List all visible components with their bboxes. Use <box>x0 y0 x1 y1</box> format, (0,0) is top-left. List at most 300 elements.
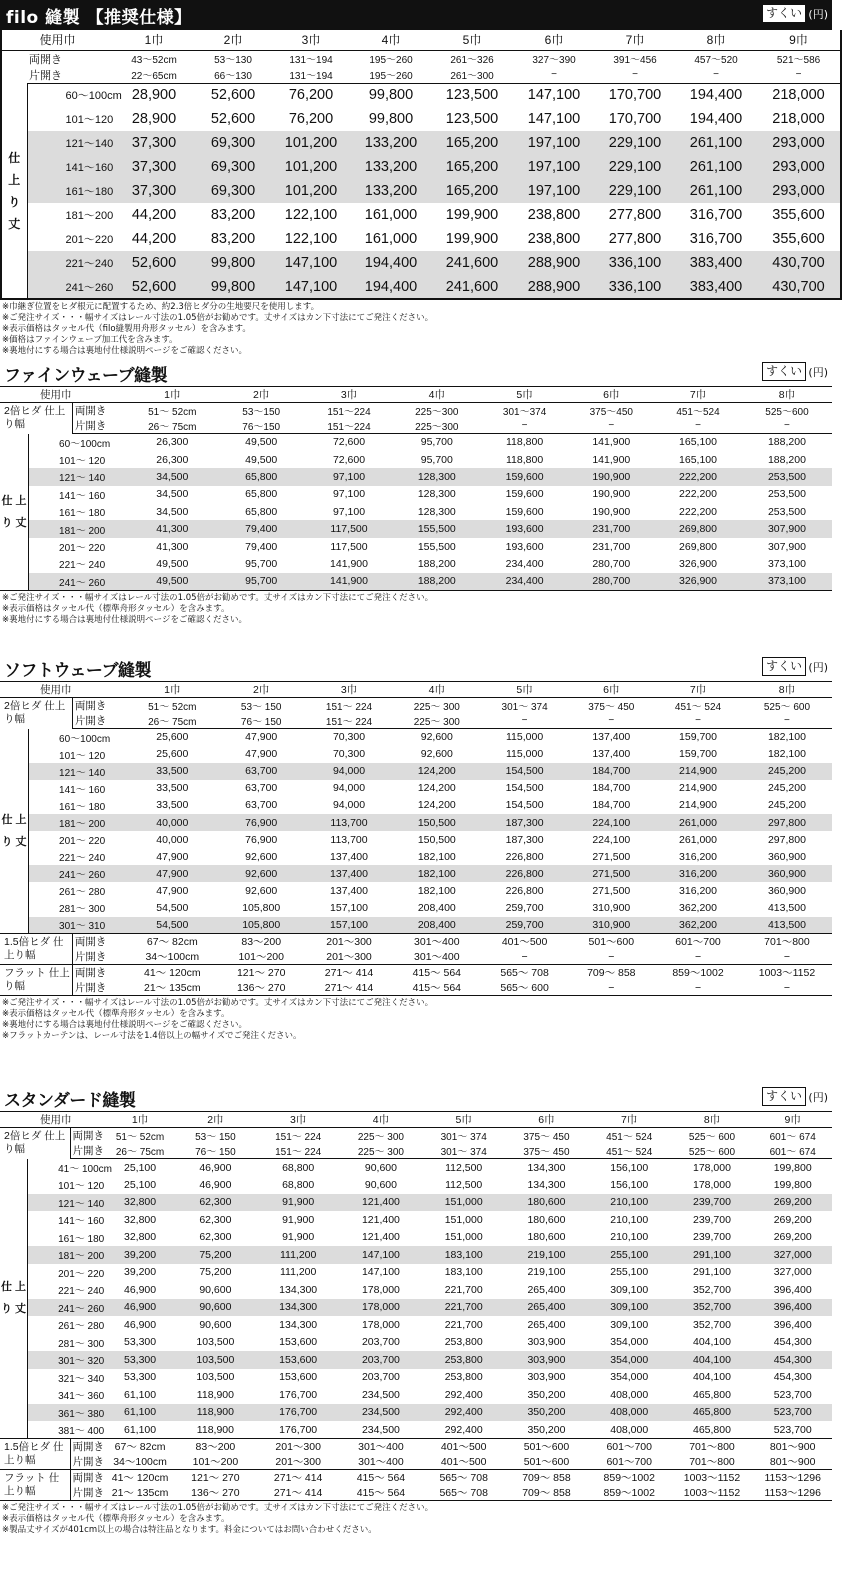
price-cell: 261,000 <box>654 814 742 831</box>
range-cell: 121〜 270 <box>174 1470 257 1486</box>
price-cell: 159,600 <box>481 468 569 485</box>
range-cell: 51〜 52cm <box>148 407 197 418</box>
range-cell: 401〜500 <box>440 1456 487 1468</box>
price-cell: 34,500 <box>156 488 189 501</box>
price-cell: 154,500 <box>481 763 569 780</box>
price-cell: 94,000 <box>305 763 393 780</box>
price-cell: 176,700 <box>279 1388 318 1401</box>
price-cell: 76,900 <box>217 814 305 831</box>
unit-label: (円) <box>808 1091 828 1104</box>
price-row <box>0 573 832 590</box>
price-cell: 454,300 <box>773 1336 812 1349</box>
footnote: ※ご発注サイズ・・・幅サイズはレール寸法の1.05倍がお勧めです。丈サイズはカン下寸法にてご発注ください。 <box>2 313 434 323</box>
length-range-label: 101〜120 <box>65 114 114 126</box>
length-range-label: 221〜 240 <box>59 560 106 572</box>
price-cell: 309,100 <box>588 1299 671 1317</box>
price-cell: 156,100 <box>610 1161 649 1174</box>
price-cell: 49,500 <box>245 436 278 449</box>
price-cell: 190,900 <box>592 505 631 518</box>
price-row <box>0 555 832 572</box>
header-row <box>0 682 832 698</box>
price-cell: 280,700 <box>592 557 631 570</box>
price-cell: 141,900 <box>330 557 368 570</box>
price-cell: 40,000 <box>156 833 189 846</box>
width-col-header: 6巾 <box>513 30 595 50</box>
range-cell: 601〜 674 <box>753 1143 832 1159</box>
price-cell: 147,100 <box>340 1246 423 1264</box>
open-type-label: 両開き <box>74 700 107 712</box>
header-row <box>0 387 832 403</box>
price-cell: 122,100 <box>284 207 338 223</box>
price-cell: 404,100 <box>693 1336 731 1349</box>
length-range-label: 41〜 100cm <box>58 1164 112 1175</box>
width-col-header: 7巾 <box>654 682 742 698</box>
price-cell: 307,900 <box>767 540 806 553</box>
price-cell: 63,700 <box>245 799 278 812</box>
length-range-label: 341〜 360 <box>58 1391 105 1403</box>
price-cell: 245,200 <box>742 763 832 780</box>
price-cell: 99,800 <box>195 275 271 299</box>
price-cell: 465,800 <box>671 1421 754 1439</box>
price-cell: 46,900 <box>124 1283 157 1296</box>
filo-section <box>0 0 832 357</box>
range-cell: 101〜200 <box>192 1456 239 1468</box>
price-cell: 194,400 <box>689 87 743 104</box>
price-row <box>0 468 832 485</box>
hida-2x-label: 2倍ヒダ 仕上り幅 <box>0 403 72 434</box>
range-cell: 451〜 524 <box>588 1143 671 1159</box>
price-cell: 280,700 <box>569 573 655 590</box>
price-cell: 184,700 <box>592 799 631 812</box>
hida-2x-label: 2倍ヒダ 仕上り幅 <box>0 1128 70 1159</box>
price-cell: 121,400 <box>361 1213 400 1226</box>
range-cell: 709〜 858 <box>569 965 655 981</box>
price-cell: 117,500 <box>305 520 393 537</box>
range-cell: − <box>608 981 615 994</box>
price-cell: 47,900 <box>245 748 278 761</box>
price-cell: 49,500 <box>156 557 189 570</box>
open-type-label: 片開き <box>72 713 127 729</box>
price-cell: 61,100 <box>106 1404 174 1422</box>
price-cell: 354,000 <box>610 1336 649 1349</box>
range-cell: 401〜500 <box>422 1439 505 1455</box>
price-cell: 61,100 <box>124 1388 157 1401</box>
price-cell: 182,100 <box>393 865 481 882</box>
price-cell: 90,600 <box>364 1178 397 1191</box>
price-cell: 208,400 <box>393 917 481 934</box>
fine-wave-section <box>0 358 832 626</box>
price-cell: 147,100 <box>527 87 581 104</box>
range-cell: 271〜 414 <box>324 982 374 995</box>
range-cell: 565〜 708 <box>422 1470 505 1486</box>
price-cell: 133,200 <box>351 155 431 179</box>
price-cell: 221,700 <box>444 1318 483 1331</box>
price-cell: 68,800 <box>282 1178 315 1191</box>
range-cell: 301〜400 <box>393 934 481 950</box>
price-cell: 176,700 <box>257 1404 340 1422</box>
price-cell: 150,500 <box>393 814 481 831</box>
length-range-label: 121〜 140 <box>29 763 128 780</box>
price-cell: 316,700 <box>689 207 743 223</box>
price-cell: 218,000 <box>772 111 825 127</box>
price-cell: 154,500 <box>505 799 544 812</box>
price-cell: 184,700 <box>569 763 655 780</box>
price-cell: 269,800 <box>654 520 742 537</box>
length-range-label: 281〜 300 <box>58 1338 105 1350</box>
price-cell: 61,100 <box>106 1421 174 1439</box>
price-cell: 187,300 <box>481 814 569 831</box>
range-cell: 195〜260 <box>351 67 431 84</box>
length-range-label: 161〜 180 <box>58 1233 105 1245</box>
range-cell: 151〜 224 <box>305 713 393 729</box>
price-cell: 188,200 <box>767 453 806 466</box>
filo-price-table <box>0 30 832 300</box>
price-cell: 350,200 <box>527 1388 566 1401</box>
price-cell: 165,100 <box>679 453 717 466</box>
range-cell: 43〜52cm <box>131 55 177 66</box>
price-cell: 316,200 <box>654 865 742 882</box>
price-cell: 159,600 <box>505 488 544 501</box>
price-cell: 430,700 <box>757 275 841 299</box>
price-cell: 316,200 <box>679 884 717 897</box>
range-cell: 375〜 450 <box>588 702 635 713</box>
price-cell: 137,400 <box>592 748 631 761</box>
footnote: ※裏地付にする場合は裏地付仕様説明ページをご確認ください。 <box>2 346 247 356</box>
price-cell: 147,100 <box>271 275 351 299</box>
usage-width-label: 使用巾 <box>0 682 127 698</box>
price-cell: 52,600 <box>113 251 195 275</box>
width-col-header: 8巾 <box>671 1112 754 1128</box>
price-row <box>0 763 832 780</box>
price-cell: 134,300 <box>257 1299 340 1317</box>
length-range-label: 261〜 280 <box>59 887 106 899</box>
price-cell: 224,100 <box>569 814 655 831</box>
price-cell: 210,100 <box>610 1213 649 1226</box>
price-row <box>0 746 832 763</box>
price-cell: 326,900 <box>679 557 717 570</box>
price-cell: 92,600 <box>245 884 278 897</box>
range-cell: − <box>783 981 791 994</box>
price-cell: 25,100 <box>124 1178 157 1191</box>
soft-wave-header <box>0 653 832 681</box>
price-cell: 214,900 <box>679 782 717 795</box>
length-range-label: 161〜 180 <box>59 801 106 813</box>
price-cell: 293,000 <box>757 155 841 179</box>
price-cell: 32,800 <box>106 1194 174 1212</box>
price-row <box>0 1316 832 1334</box>
range-cell: 391〜456 <box>613 55 657 66</box>
footnote: ※ご発注サイズ・・・幅サイズはレール寸法の1.05倍がお勧めです。丈サイズはカン下寸法にてご発注ください。 <box>2 592 434 603</box>
width-col-header: 5巾 <box>481 387 569 403</box>
width-col-header: 4巾 <box>393 682 481 698</box>
price-cell: 122,100 <box>284 231 338 247</box>
length-range-label: 181〜 200 <box>29 520 128 537</box>
range-cell: 601〜700 <box>606 1456 652 1468</box>
price-cell: 103,500 <box>196 1336 235 1349</box>
price-cell: 199,900 <box>445 207 499 223</box>
footnote: ※価格はファインウェーブ加工代を含みます。 <box>2 335 178 345</box>
length-range-label: 181〜 200 <box>28 1246 107 1264</box>
price-cell: 123,500 <box>445 87 499 104</box>
price-row <box>1 155 841 179</box>
open-type-label: 片開き <box>72 1487 105 1499</box>
range-cell: 601〜700 <box>588 1439 671 1455</box>
price-cell: 28,900 <box>131 87 177 104</box>
range-cell: 301〜400 <box>414 951 460 964</box>
open-type-label: 両開き <box>70 1470 106 1486</box>
price-row <box>0 1281 832 1299</box>
range-cell: 53〜150 <box>242 407 281 418</box>
open-type-label: 片開き <box>74 982 107 995</box>
price-cell: 115,000 <box>506 748 544 761</box>
price-cell: 154,500 <box>505 782 544 795</box>
length-range-label: 141〜 160 <box>58 1216 105 1228</box>
price-cell: 123,500 <box>445 111 499 127</box>
range-cell: 301〜 374 <box>440 1132 487 1143</box>
range-cell: 301〜400 <box>340 1439 423 1455</box>
price-cell: 259,700 <box>481 917 569 934</box>
price-cell: 165,200 <box>431 155 513 179</box>
price-cell: 118,900 <box>196 1388 234 1401</box>
price-cell: 465,800 <box>671 1404 754 1422</box>
price-row <box>0 520 832 537</box>
price-cell: 221,700 <box>422 1299 505 1317</box>
width-col-header: 5巾 <box>422 1112 505 1128</box>
range-cell: 26〜 75cm <box>127 418 217 434</box>
price-cell: 413,500 <box>767 901 806 914</box>
range-cell: 601〜700 <box>654 934 742 950</box>
price-cell: 194,400 <box>689 111 743 127</box>
range-cell: 151〜224 <box>327 407 371 418</box>
price-cell: 355,600 <box>772 207 825 223</box>
price-cell: 265,400 <box>505 1299 588 1317</box>
price-cell: 34,500 <box>156 505 189 518</box>
fine-wave-header <box>0 358 832 386</box>
length-range-label: 181〜200 <box>65 210 114 222</box>
length-range-label: 181〜 200 <box>29 814 128 831</box>
range-cell: 53〜 150 <box>240 702 282 713</box>
price-cell: 69,300 <box>195 155 271 179</box>
price-cell: 277,800 <box>608 207 662 223</box>
price-cell: 303,900 <box>527 1336 566 1349</box>
price-cell: 261,100 <box>675 131 757 155</box>
price-cell: 292,400 <box>422 1404 505 1422</box>
price-cell: 523,700 <box>773 1388 812 1401</box>
price-cell: 62,300 <box>199 1231 232 1244</box>
price-cell: 208,400 <box>417 901 456 914</box>
price-cell: 159,700 <box>679 748 717 761</box>
price-cell: 72,600 <box>332 436 366 449</box>
price-cell: 253,800 <box>444 1371 483 1384</box>
flat-row <box>0 1485 832 1501</box>
price-cell: 99,800 <box>368 111 414 127</box>
range-cell: 151〜 224 <box>257 1143 340 1159</box>
length-range-label: 60〜100cm <box>65 90 122 103</box>
price-cell: 124,200 <box>417 782 456 795</box>
width-col-header: 4巾 <box>351 30 431 50</box>
price-cell: 360,900 <box>767 850 806 863</box>
hida-1-5x-row <box>0 1454 832 1470</box>
footnote: ※ご発注サイズ・・・幅サイズはレール寸法の1.05倍がお勧めです。丈サイズはカン下寸法にてご発注ください。 <box>2 1503 434 1513</box>
price-cell: 182,100 <box>417 884 456 897</box>
price-cell: 37,300 <box>113 131 195 155</box>
price-cell: 95,700 <box>420 453 453 466</box>
price-cell: 183,100 <box>422 1246 505 1264</box>
price-cell: 265,400 <box>527 1318 566 1331</box>
price-row <box>0 1369 832 1387</box>
range-cell: 261〜326 <box>450 55 494 66</box>
price-cell: 63,700 <box>217 763 305 780</box>
price-cell: 184,700 <box>592 782 631 795</box>
range-cell: 415〜 564 <box>356 1487 406 1499</box>
length-range-label: 101〜 120 <box>59 750 106 762</box>
price-cell: 303,900 <box>527 1371 566 1384</box>
price-cell: 52,600 <box>210 111 256 127</box>
price-cell: 39,200 <box>124 1266 157 1279</box>
price-cell: 92,600 <box>245 850 278 863</box>
price-cell: 99,800 <box>195 251 271 275</box>
price-cell: 180,600 <box>527 1231 566 1244</box>
price-cell: 39,200 <box>106 1246 174 1264</box>
price-cell: 203,700 <box>340 1351 423 1369</box>
price-cell: 222,200 <box>679 488 717 501</box>
price-cell: 193,600 <box>481 520 569 537</box>
standard-notes <box>0 1503 832 1536</box>
spacer-cell <box>1 50 27 83</box>
price-cell: 194,400 <box>351 251 431 275</box>
price-cell: 134,300 <box>527 1161 566 1174</box>
price-cell: 83,200 <box>210 231 256 247</box>
price-cell: 46,900 <box>124 1318 157 1331</box>
price-cell: 307,900 <box>742 520 832 537</box>
price-row <box>1 179 841 203</box>
price-cell: 454,300 <box>773 1371 812 1384</box>
range-cell: 415〜 564 <box>340 1470 423 1486</box>
range-cell: 1153〜1296 <box>753 1470 832 1486</box>
hida-2x-row <box>0 1128 832 1144</box>
price-cell: 113,700 <box>305 814 393 831</box>
fine-wave-notes <box>0 593 832 626</box>
price-cell: 133,200 <box>351 179 431 203</box>
price-cell: 137,400 <box>330 850 368 863</box>
price-cell: 277,800 <box>608 231 662 247</box>
price-cell: 408,000 <box>588 1421 671 1439</box>
range-cell: 801〜900 <box>769 1456 816 1468</box>
price-cell: 269,800 <box>679 540 717 553</box>
price-row <box>1 131 841 155</box>
price-cell: 62,300 <box>174 1194 257 1212</box>
price-cell: 92,600 <box>420 748 453 761</box>
price-row <box>0 729 832 746</box>
length-range-label: 141〜 160 <box>59 490 106 502</box>
range-cell: 1003〜1152 <box>742 965 832 981</box>
price-cell: 193,600 <box>505 540 544 553</box>
price-cell: 99,800 <box>368 87 414 104</box>
sukui-badge: すくい <box>762 362 806 381</box>
price-cell: 91,900 <box>282 1213 315 1226</box>
price-cell: 190,900 <box>592 488 631 501</box>
price-cell: 354,000 <box>610 1371 649 1384</box>
footnote: ※表示価格はタッセル代（標準舟形タッセル）を含みます。 <box>2 603 230 614</box>
price-row <box>0 1351 832 1369</box>
range-cell: 701〜800 <box>671 1439 754 1455</box>
price-cell: 239,700 <box>693 1213 731 1226</box>
unit-label: (円) <box>808 366 828 379</box>
price-cell: 222,200 <box>679 505 717 518</box>
price-cell: 292,400 <box>444 1388 483 1401</box>
price-cell: 288,900 <box>513 251 595 275</box>
hida-2x-row <box>0 713 832 729</box>
price-cell: 46,900 <box>106 1299 174 1317</box>
price-cell: 124,200 <box>417 799 456 812</box>
price-row <box>0 865 832 882</box>
open-type-label: 両開き <box>72 965 127 981</box>
price-row <box>0 882 832 899</box>
range-cell: 525〜600 <box>765 407 809 418</box>
price-cell: 65,800 <box>245 488 278 501</box>
price-cell: 153,600 <box>279 1336 318 1349</box>
price-cell: 383,400 <box>675 275 757 299</box>
price-cell: 199,800 <box>773 1178 812 1191</box>
price-cell: 327,000 <box>773 1266 812 1279</box>
price-cell: 94,000 <box>332 782 366 795</box>
price-cell: 180,600 <box>527 1213 566 1226</box>
price-cell: 288,900 <box>513 275 595 299</box>
price-cell: 37,300 <box>113 155 195 179</box>
range-cell: − <box>742 418 832 434</box>
price-cell: 111,200 <box>257 1246 340 1264</box>
price-cell: 373,100 <box>742 573 832 590</box>
price-cell: 92,600 <box>217 865 305 882</box>
price-cell: 310,900 <box>569 917 655 934</box>
price-cell: 155,500 <box>417 540 456 553</box>
unit-label: (円) <box>808 661 828 674</box>
price-cell: 165,200 <box>431 131 513 155</box>
range-cell: 34〜100cm <box>145 951 200 964</box>
price-cell: 41,300 <box>156 540 189 553</box>
finished-length-label: 仕 上 り 丈 <box>1 83 27 299</box>
price-cell: 291,100 <box>671 1246 754 1264</box>
range-cell: 859〜1002 <box>588 1470 671 1486</box>
length-range-label: 301〜 310 <box>29 917 128 934</box>
price-cell: 255,100 <box>588 1246 671 1264</box>
width-col-header: 2巾 <box>217 682 305 698</box>
range-cell: 101〜200 <box>238 951 284 964</box>
length-range-label: 221〜 240 <box>59 853 106 865</box>
price-row <box>1 203 841 227</box>
price-cell: 336,100 <box>595 251 675 275</box>
price-cell: 178,000 <box>693 1161 731 1174</box>
price-cell: 210,100 <box>588 1194 671 1212</box>
width-col-header: 1巾 <box>106 1112 174 1128</box>
finished-length-label: 仕 上 り 丈 <box>0 1159 28 1439</box>
price-row <box>0 1334 832 1352</box>
range-cell: 53〜130 <box>214 55 252 66</box>
range-cell: 301〜 374 <box>501 702 548 713</box>
price-cell: 239,700 <box>671 1194 754 1212</box>
price-cell: 90,600 <box>364 1161 397 1174</box>
range-cell: − <box>783 950 791 963</box>
price-cell: 103,500 <box>196 1371 235 1384</box>
price-cell: 265,400 <box>527 1283 566 1296</box>
footnote: ※フラットカーテンは、レール寸法を1.4倍以上の幅サイズでご発注ください。 <box>2 1031 302 1042</box>
range-cell: 151〜224 <box>305 418 393 434</box>
price-cell: 40,000 <box>127 814 217 831</box>
price-cell: 350,200 <box>505 1404 588 1422</box>
price-row <box>0 1229 832 1247</box>
range-cell: 225〜300 <box>415 407 459 418</box>
price-cell: 141,900 <box>592 453 631 466</box>
